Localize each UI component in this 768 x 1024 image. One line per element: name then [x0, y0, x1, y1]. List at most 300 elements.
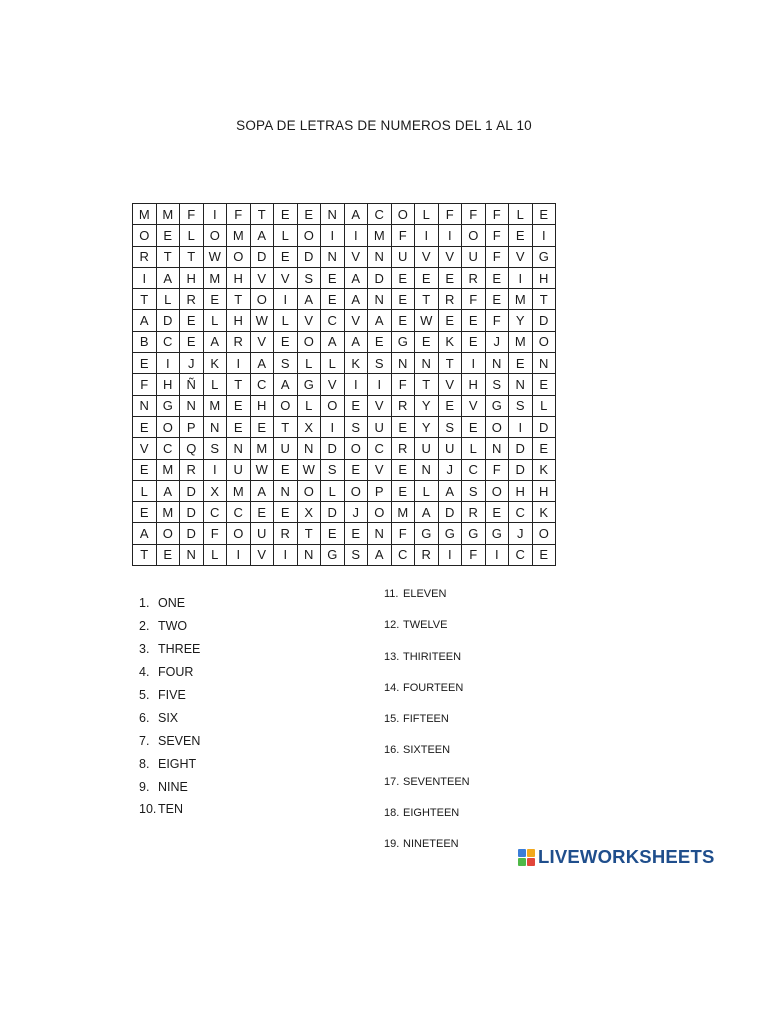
grid-cell: E	[227, 416, 251, 437]
grid-cell: E	[274, 459, 298, 480]
grid-cell: F	[203, 523, 227, 544]
grid-cell: E	[344, 523, 368, 544]
grid-cell: N	[415, 353, 439, 374]
grid-cell: T	[415, 289, 439, 310]
grid-cell: E	[391, 310, 415, 331]
grid-cell: Y	[509, 310, 533, 331]
word-list-word: FOURTEEN	[403, 681, 464, 694]
grid-row	[133, 502, 556, 523]
grid-cell: V	[509, 246, 533, 267]
word-list-number: 17.	[384, 775, 400, 788]
grid-cell: G	[462, 523, 486, 544]
grid-cell: C	[391, 544, 415, 565]
grid-cell: T	[250, 204, 274, 225]
grid-cell: I	[203, 204, 227, 225]
grid-cell: E	[485, 289, 509, 310]
grid-cell: F	[485, 204, 509, 225]
grid-cell: E	[344, 459, 368, 480]
grid-cell: O	[391, 204, 415, 225]
grid-cell: M	[509, 331, 533, 352]
grid-cell: L	[180, 225, 204, 246]
grid-cell: E	[415, 331, 439, 352]
grid-cell: E	[391, 289, 415, 310]
grid-cell: O	[532, 331, 556, 352]
word-list-item	[139, 592, 200, 615]
word-list-word: ONE	[158, 596, 186, 611]
grid-cell: G	[391, 331, 415, 352]
grid-cell: T	[297, 523, 321, 544]
grid-row	[133, 374, 556, 395]
grid-cell: G	[321, 544, 345, 565]
grid-cell: G	[485, 523, 509, 544]
grid-cell: I	[532, 225, 556, 246]
grid-cell: E	[532, 544, 556, 565]
grid-cell: U	[438, 438, 462, 459]
word-list-number: 3.	[139, 642, 150, 657]
grid-cell: C	[368, 204, 392, 225]
grid-cell: I	[203, 459, 227, 480]
grid-cell: O	[297, 225, 321, 246]
grid-cell: R	[462, 267, 486, 288]
grid-cell: U	[391, 246, 415, 267]
word-list-left	[139, 592, 200, 821]
grid-cell: E	[321, 267, 345, 288]
grid-cell: S	[368, 353, 392, 374]
grid-cell: E	[509, 353, 533, 374]
grid-cell: N	[415, 459, 439, 480]
grid-cell: V	[438, 374, 462, 395]
grid-cell: N	[321, 246, 345, 267]
grid-cell: I	[368, 374, 392, 395]
grid-cell: R	[274, 523, 298, 544]
word-list-word: SIXTEEN	[403, 744, 451, 757]
grid-cell: E	[274, 331, 298, 352]
grid-cell: C	[509, 544, 533, 565]
word-list-item	[384, 744, 470, 775]
grid-cell: E	[344, 395, 368, 416]
grid-cell: E	[532, 374, 556, 395]
grid-row	[133, 225, 556, 246]
grid-cell: E	[438, 267, 462, 288]
grid-cell: V	[250, 267, 274, 288]
word-list-word: FIFTEEN	[403, 713, 449, 726]
grid-cell: V	[415, 246, 439, 267]
word-list-item	[139, 615, 200, 638]
grid-cell: N	[297, 438, 321, 459]
grid-row	[133, 523, 556, 544]
word-list-item	[384, 682, 470, 713]
grid-cell: T	[415, 374, 439, 395]
grid-row	[133, 331, 556, 352]
grid-cell: V	[344, 246, 368, 267]
grid-cell: I	[462, 353, 486, 374]
grid-cell: T	[227, 374, 251, 395]
grid-cell: W	[415, 310, 439, 331]
grid-cell: E	[415, 267, 439, 288]
grid-cell: I	[344, 374, 368, 395]
grid-cell: H	[532, 480, 556, 501]
grid-cell: M	[156, 502, 180, 523]
grid-cell: M	[156, 459, 180, 480]
grid-cell: N	[368, 523, 392, 544]
grid-cell: E	[156, 225, 180, 246]
grid-cell: A	[344, 204, 368, 225]
grid-cell: Y	[415, 395, 439, 416]
grid-cell: V	[344, 310, 368, 331]
grid-cell: A	[250, 480, 274, 501]
grid-cell: H	[227, 267, 251, 288]
grid-cell: M	[203, 395, 227, 416]
grid-cell: O	[462, 225, 486, 246]
grid-cell: C	[368, 438, 392, 459]
grid-cell: A	[344, 267, 368, 288]
word-list-number: 14.	[384, 681, 400, 694]
grid-cell: A	[203, 331, 227, 352]
grid-cell: P	[180, 416, 204, 437]
grid-cell: K	[532, 459, 556, 480]
grid-row	[133, 353, 556, 374]
grid-cell: D	[509, 459, 533, 480]
grid-cell: T	[274, 416, 298, 437]
grid-cell: E	[133, 502, 157, 523]
grid-cell: U	[462, 246, 486, 267]
grid-cell: I	[321, 416, 345, 437]
word-list-item	[384, 776, 470, 807]
grid-cell: L	[509, 204, 533, 225]
word-list-item	[139, 775, 200, 798]
grid-cell: U	[250, 523, 274, 544]
grid-cell: H	[462, 374, 486, 395]
grid-cell: I	[485, 544, 509, 565]
word-list-word: NINETEEN	[403, 838, 459, 851]
grid-cell: S	[297, 267, 321, 288]
grid-cell: R	[391, 438, 415, 459]
grid-cell: D	[180, 480, 204, 501]
grid-cell: G	[297, 374, 321, 395]
word-list-number: 10.	[139, 802, 157, 817]
grid-cell: V	[368, 459, 392, 480]
grid-cell: L	[415, 480, 439, 501]
grid-cell: T	[180, 246, 204, 267]
grid-cell: F	[462, 204, 486, 225]
word-list-word: FOUR	[158, 665, 194, 680]
grid-cell: O	[344, 480, 368, 501]
grid-cell: V	[297, 310, 321, 331]
grid-cell: F	[391, 225, 415, 246]
word-list-word: SEVENTEEN	[403, 775, 470, 788]
grid-cell: A	[274, 374, 298, 395]
grid-cell: O	[274, 395, 298, 416]
grid-cell: L	[274, 225, 298, 246]
grid-cell: G	[415, 523, 439, 544]
grid-cell: A	[344, 331, 368, 352]
grid-cell: E	[532, 204, 556, 225]
word-list-item	[384, 838, 470, 869]
word-list-word: TWELVE	[403, 619, 448, 632]
grid-cell: I	[133, 267, 157, 288]
word-list-number: 16.	[384, 744, 400, 757]
word-list-number: 7.	[139, 733, 150, 748]
grid-cell: R	[133, 246, 157, 267]
grid-cell: E	[462, 331, 486, 352]
grid-row	[133, 289, 556, 310]
grid-cell: E	[227, 395, 251, 416]
word-list-item	[384, 713, 470, 744]
word-list-number: 4.	[139, 665, 150, 680]
grid-cell: I	[227, 353, 251, 374]
grid-row	[133, 416, 556, 437]
grid-cell: B	[133, 331, 157, 352]
grid-cell: I	[438, 544, 462, 565]
grid-cell: I	[509, 416, 533, 437]
grid-cell: N	[391, 353, 415, 374]
grid-cell: F	[462, 289, 486, 310]
grid-cell: U	[368, 416, 392, 437]
grid-cell: L	[321, 353, 345, 374]
grid-cell: S	[274, 353, 298, 374]
word-list-item	[139, 638, 200, 661]
word-list-item	[139, 661, 200, 684]
word-list-item	[139, 684, 200, 707]
grid-cell: K	[532, 502, 556, 523]
grid-cell: I	[509, 267, 533, 288]
grid-cell: D	[156, 310, 180, 331]
grid-cell: N	[180, 395, 204, 416]
grid-cell: L	[156, 289, 180, 310]
grid-cell: M	[250, 438, 274, 459]
grid-cell: D	[321, 502, 345, 523]
grid-cell: C	[227, 502, 251, 523]
grid-cell: D	[368, 267, 392, 288]
grid-cell: E	[274, 204, 298, 225]
grid-cell: W	[203, 246, 227, 267]
grid-cell: A	[344, 289, 368, 310]
grid-cell: F	[485, 459, 509, 480]
grid-cell: F	[391, 523, 415, 544]
grid-cell: A	[133, 523, 157, 544]
grid-cell: N	[485, 438, 509, 459]
grid-cell: N	[509, 374, 533, 395]
grid-cell: Ñ	[180, 374, 204, 395]
grid-cell: W	[250, 459, 274, 480]
grid-cell: W	[297, 459, 321, 480]
grid-cell: N	[368, 246, 392, 267]
grid-cell: H	[227, 310, 251, 331]
grid-cell: E	[391, 416, 415, 437]
grid-cell: V	[462, 395, 486, 416]
word-list-number: 2.	[139, 619, 150, 634]
grid-cell: S	[438, 416, 462, 437]
grid-cell: E	[321, 523, 345, 544]
grid-cell: R	[227, 331, 251, 352]
grid-cell: Q	[180, 438, 204, 459]
grid-cell: O	[368, 502, 392, 523]
grid-row	[133, 480, 556, 501]
grid-cell: E	[509, 225, 533, 246]
grid-cell: M	[133, 204, 157, 225]
grid-cell: E	[250, 416, 274, 437]
grid-cell: G	[485, 395, 509, 416]
grid-cell: I	[274, 544, 298, 565]
grid-cell: W	[250, 310, 274, 331]
word-list-word: THIRITEEN	[403, 650, 462, 663]
grid-cell: C	[250, 374, 274, 395]
grid-cell: N	[274, 480, 298, 501]
word-list-word: FIVE	[158, 688, 186, 702]
liveworksheets-logo[interactable]	[518, 846, 715, 868]
grid-cell: G	[532, 246, 556, 267]
grid-cell: M	[227, 225, 251, 246]
grid-cell: E	[462, 416, 486, 437]
grid-cell: E	[391, 267, 415, 288]
grid-cell: C	[462, 459, 486, 480]
grid-cell: S	[321, 459, 345, 480]
word-list-number: 13.	[384, 650, 400, 663]
grid-cell: E	[462, 310, 486, 331]
grid-cell: J	[509, 523, 533, 544]
grid-cell: E	[250, 502, 274, 523]
grid-cell: N	[368, 289, 392, 310]
grid-cell: V	[274, 267, 298, 288]
grid-cell: J	[438, 459, 462, 480]
grid-cell: O	[532, 523, 556, 544]
word-list-number: 5.	[139, 688, 150, 702]
word-list-number: 1.	[139, 596, 150, 611]
grid-cell: A	[133, 310, 157, 331]
grid-cell: I	[344, 225, 368, 246]
grid-cell: D	[532, 416, 556, 437]
grid-cell: P	[368, 480, 392, 501]
word-list-number: 9.	[139, 779, 150, 794]
word-list-item	[384, 588, 470, 619]
grid-cell: E	[133, 459, 157, 480]
grid-cell: O	[250, 289, 274, 310]
word-list-number: 12.	[384, 619, 400, 632]
grid-cell: R	[391, 395, 415, 416]
grid-cell: D	[250, 246, 274, 267]
word-list-word: THREE	[158, 642, 201, 657]
grid-cell: U	[415, 438, 439, 459]
grid-cell: E	[133, 416, 157, 437]
grid-cell: E	[368, 331, 392, 352]
grid-row	[133, 267, 556, 288]
grid-cell: N	[180, 544, 204, 565]
grid-cell: A	[415, 502, 439, 523]
grid-cell: H	[509, 480, 533, 501]
grid-cell: C	[156, 438, 180, 459]
grid-cell: G	[438, 523, 462, 544]
grid-cell: X	[297, 502, 321, 523]
grid-cell: R	[462, 502, 486, 523]
grid-cell: A	[156, 480, 180, 501]
grid-row	[133, 395, 556, 416]
grid-cell: E	[203, 289, 227, 310]
word-list-number: 18.	[384, 807, 400, 820]
grid-cell: M	[509, 289, 533, 310]
grid-cell: D	[180, 523, 204, 544]
grid-cell: R	[415, 544, 439, 565]
grid-cell: E	[485, 502, 509, 523]
word-list-item	[384, 651, 470, 682]
grid-cell: I	[156, 353, 180, 374]
grid-cell: H	[532, 267, 556, 288]
grid-cell: I	[321, 225, 345, 246]
grid-cell: S	[203, 438, 227, 459]
grid-cell: F	[485, 246, 509, 267]
grid-cell: U	[274, 438, 298, 459]
grid-cell: E	[156, 544, 180, 565]
grid-cell: C	[203, 502, 227, 523]
word-list-word: SIX	[158, 710, 179, 725]
word-list-right	[384, 588, 470, 870]
grid-cell: S	[485, 374, 509, 395]
grid-cell: A	[250, 225, 274, 246]
grid-cell: M	[203, 267, 227, 288]
grid-cell: O	[156, 523, 180, 544]
grid-cell: D	[180, 502, 204, 523]
grid-cell: D	[509, 438, 533, 459]
grid-cell: O	[297, 480, 321, 501]
grid-cell: G	[156, 395, 180, 416]
grid-cell: V	[368, 395, 392, 416]
grid-cell: H	[250, 395, 274, 416]
grid-cell: T	[227, 289, 251, 310]
grid-cell: N	[227, 438, 251, 459]
grid-cell: F	[485, 310, 509, 331]
grid-cell: T	[156, 246, 180, 267]
worksheet-title: SOPA DE LETRAS DE NUMEROS DEL 1 AL 10	[236, 118, 532, 133]
grid-cell: M	[227, 480, 251, 501]
grid-cell: E	[180, 331, 204, 352]
grid-cell: A	[156, 267, 180, 288]
grid-cell: F	[133, 374, 157, 395]
grid-cell: F	[462, 544, 486, 565]
grid-cell: O	[485, 416, 509, 437]
grid-cell: L	[274, 310, 298, 331]
word-list-word: TWO	[158, 619, 188, 634]
grid-cell: F	[227, 204, 251, 225]
grid-cell: N	[133, 395, 157, 416]
grid-cell: J	[344, 502, 368, 523]
word-list-word: ELEVEN	[403, 588, 447, 600]
grid-cell: F	[485, 225, 509, 246]
grid-cell: E	[438, 310, 462, 331]
grid-cell: S	[344, 416, 368, 437]
grid-cell: O	[297, 331, 321, 352]
grid-cell: O	[344, 438, 368, 459]
grid-cell: N	[297, 544, 321, 565]
grid-cell: M	[156, 204, 180, 225]
grid-cell: A	[368, 310, 392, 331]
grid-cell: O	[156, 416, 180, 437]
grid-cell: L	[297, 395, 321, 416]
grid-cell: E	[274, 246, 298, 267]
grid-cell: E	[438, 395, 462, 416]
word-list-item	[384, 619, 470, 650]
grid-cell: O	[485, 480, 509, 501]
grid-cell: O	[133, 225, 157, 246]
word-list-word: EIGHT	[158, 756, 197, 771]
liveworksheets-logo-icon	[518, 849, 535, 866]
grid-cell: N	[203, 416, 227, 437]
grid-cell: D	[297, 246, 321, 267]
grid-cell: M	[391, 502, 415, 523]
grid-cell: H	[156, 374, 180, 395]
grid-cell: V	[250, 544, 274, 565]
grid-cell: E	[321, 289, 345, 310]
grid-cell: L	[203, 544, 227, 565]
grid-cell: D	[321, 438, 345, 459]
